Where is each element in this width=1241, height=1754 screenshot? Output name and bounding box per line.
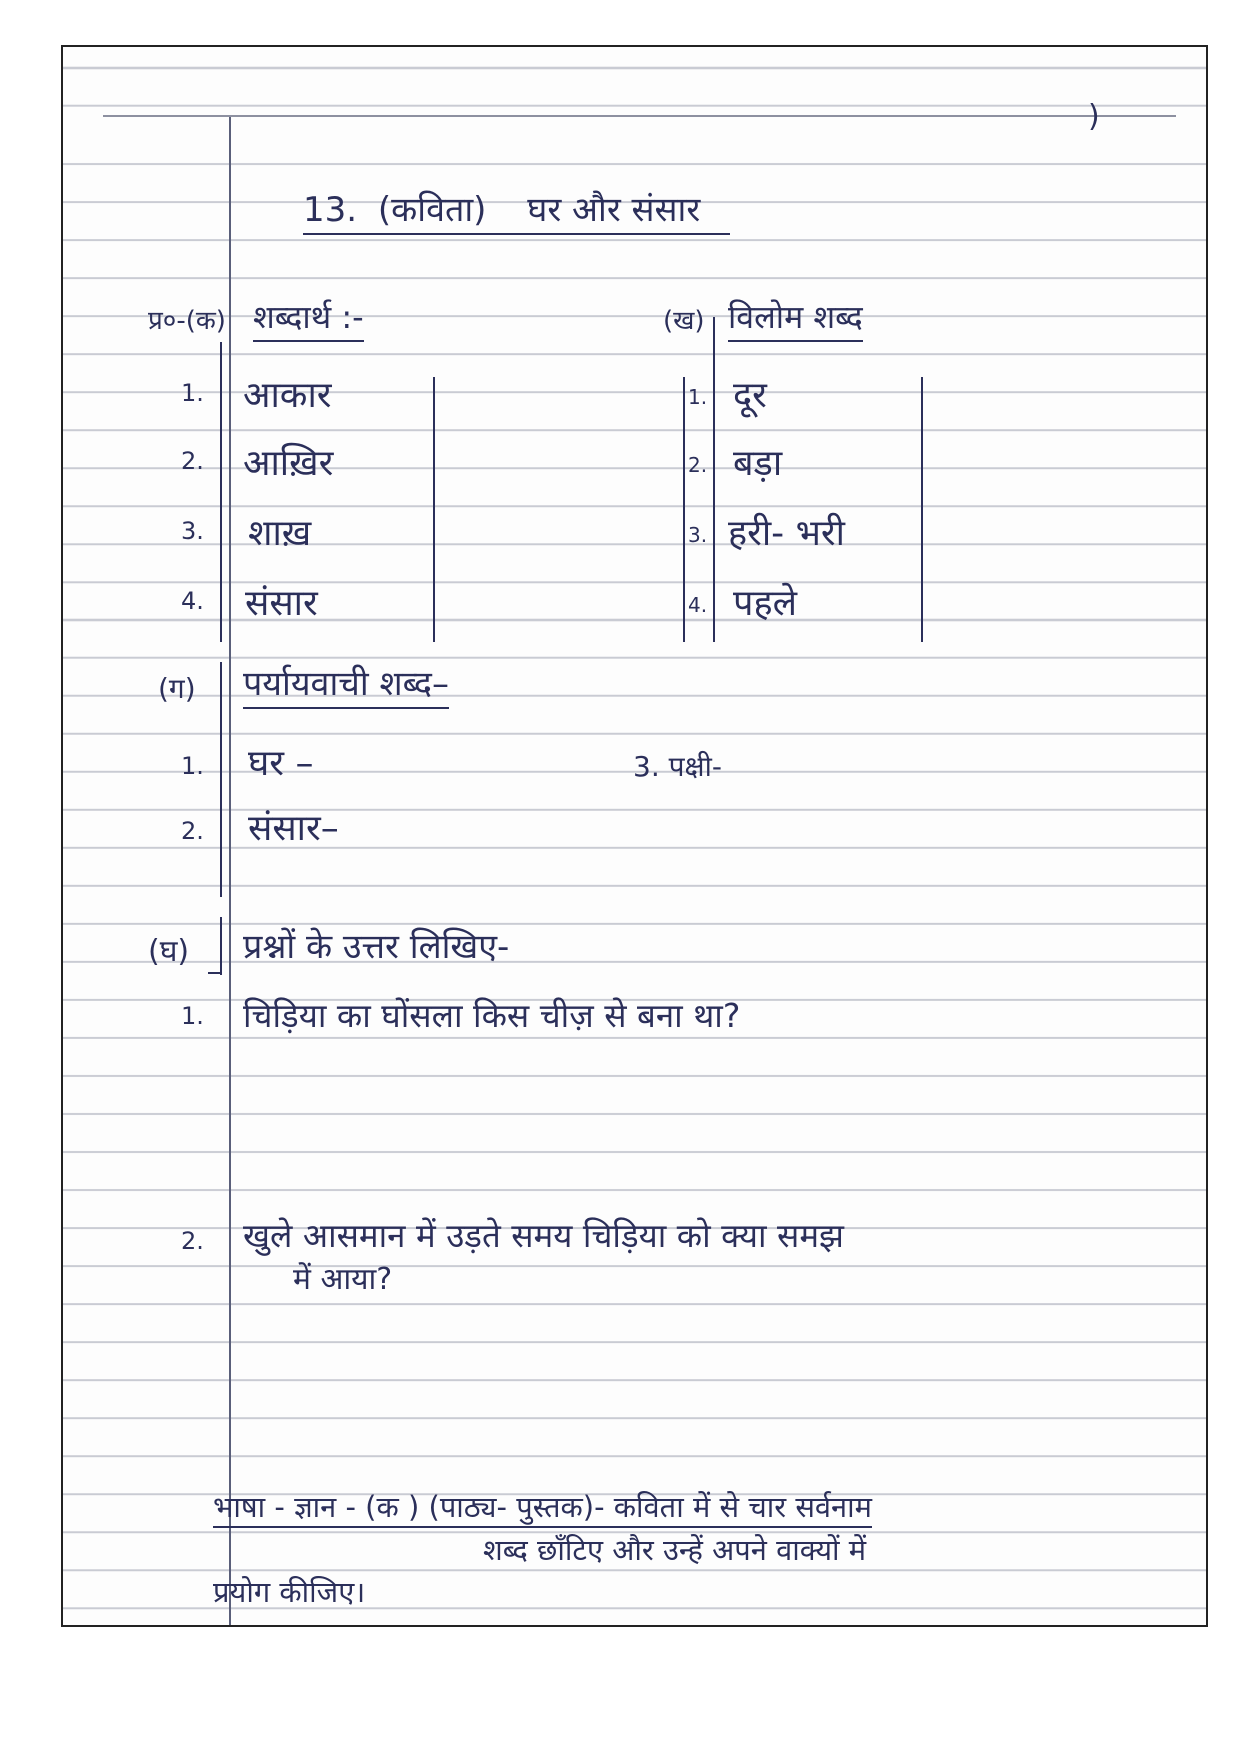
q-gha-heading: प्रश्नों के उत्तर लिखिए- <box>243 927 510 967</box>
q-ka-num: 3. <box>181 517 204 545</box>
q-ka-word: आकार <box>243 375 332 416</box>
q-gha-bracket-line <box>208 972 220 974</box>
title-name: घर और संसार <box>527 190 701 230</box>
q-ga-word <box>633 747 722 785</box>
q-ka-num: 1. <box>181 379 204 407</box>
bhasha-line <box>213 1487 872 1526</box>
q-kha-heading: विलोम शब्द <box>728 295 863 342</box>
q-ga-heading: पर्यायवाची शब्द– <box>243 659 449 709</box>
bhasha-line: प्रयोग कीजिए। <box>213 1575 366 1609</box>
q-ga-label: (ग) <box>158 672 196 705</box>
q-kha-word: पहले <box>733 583 797 624</box>
q-gha-label: (घ) <box>148 934 190 969</box>
bhasha-line: शब्द छाँटिए और उन्हें अपने वाक्यों में <box>483 1533 867 1567</box>
q-kha-num: 3. <box>688 523 708 547</box>
title-number: 13. <box>303 190 358 230</box>
q-kha-left-rule <box>713 317 715 642</box>
q-kha-num: 2. <box>688 453 708 477</box>
q-kha-right-rule <box>921 377 923 642</box>
title-genre: (कविता) <box>377 190 487 230</box>
top-rule <box>103 115 1176 117</box>
q-ga-word-text: पक्षी- <box>668 750 722 783</box>
q-gha-question: चिड़िया का घोंसला किस चीज़ से बना था? <box>243 996 741 1035</box>
q-ka-right-rule <box>433 377 435 642</box>
bhasha-text: भाषा - ज्ञान - (क ) (पाठ्य- पुस्तक)- कविता में से चार सर्वनाम <box>213 1490 872 1528</box>
q-kha-label: (ख) <box>663 306 705 336</box>
check-mark-icon: ) <box>1088 99 1100 134</box>
notebook-page <box>61 45 1208 1627</box>
q-ga-word: घर – <box>248 743 314 784</box>
q-kha-word: हरी- भरी <box>728 513 845 554</box>
q-kha-word: बड़ा <box>733 443 783 484</box>
q-ga-num: 3. <box>633 750 660 783</box>
q-kha-num: 4. <box>688 593 708 617</box>
q-ka-word: आख़िर <box>243 443 334 484</box>
q-ka-heading: शब्दार्थ :- <box>253 295 364 342</box>
q-kha-num: 1. <box>688 385 708 409</box>
q-ka-word: संसार <box>245 583 318 624</box>
q-ga-word: संसार– <box>248 808 339 849</box>
q-ka-label: प्र०-(क) <box>148 306 226 336</box>
q-kha-num-rule <box>683 377 685 642</box>
q-ka-num: 4. <box>181 587 204 615</box>
q-kha-word: दूर <box>733 375 767 416</box>
q-gha-num: 2. <box>181 1227 204 1255</box>
q-gha-left-rule <box>220 917 222 975</box>
q-gha-question: खुले आसमान में उड़ते समय चिड़िया को क्या समझ <box>243 1216 844 1255</box>
q-ka-word: शाख़ <box>248 513 312 554</box>
q-ga-left-rule <box>220 662 222 897</box>
q-ka-num: 2. <box>181 447 204 475</box>
q-ga-num: 2. <box>181 817 204 845</box>
left-margin-line <box>229 117 231 1625</box>
q-gha-question-cont: में आया? <box>293 1262 393 1297</box>
q-gha-num: 1. <box>181 1002 204 1030</box>
q-ga-num: 1. <box>181 752 204 780</box>
q-ka-left-rule <box>220 342 222 642</box>
page-title <box>303 185 730 235</box>
